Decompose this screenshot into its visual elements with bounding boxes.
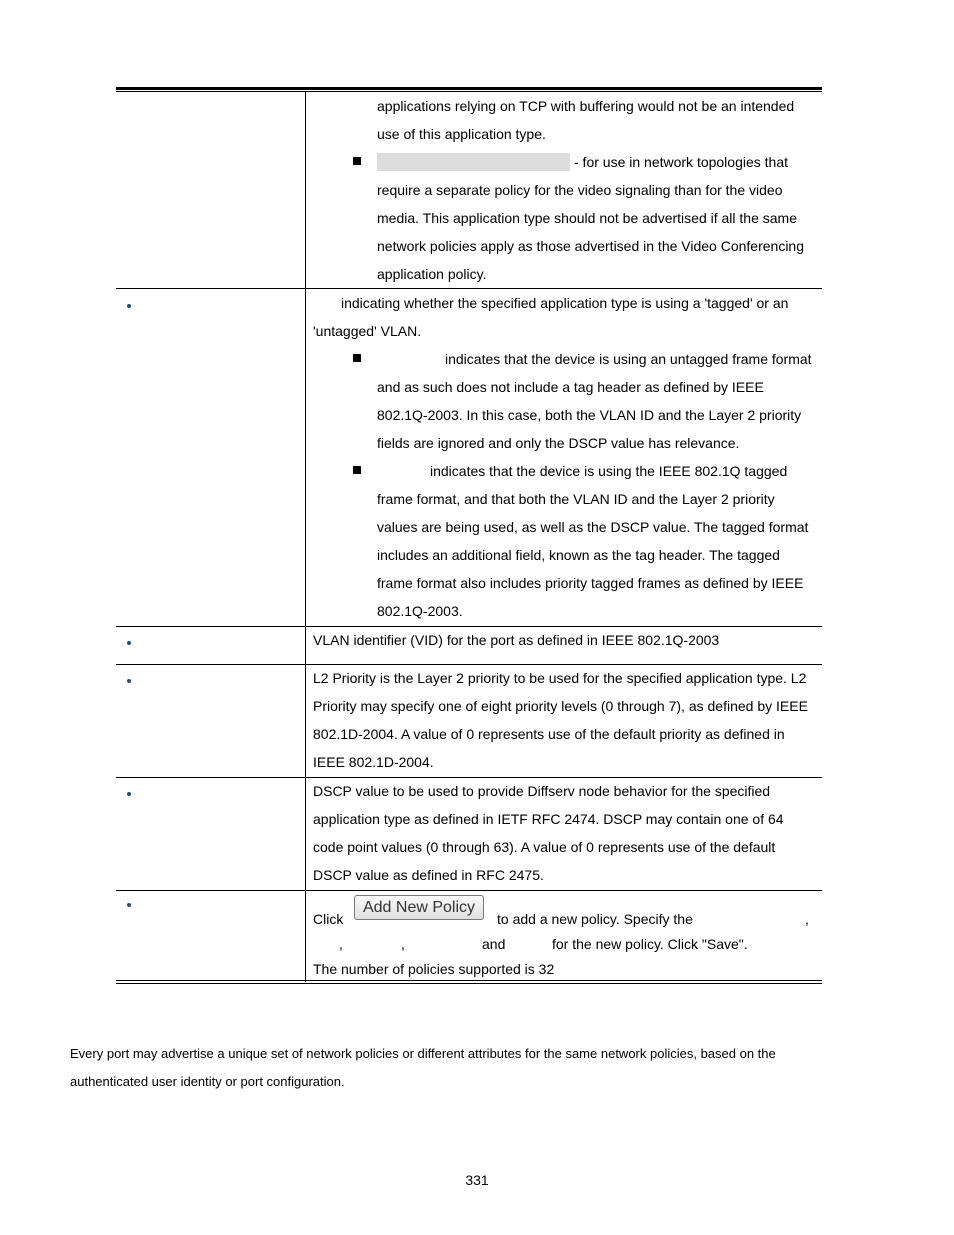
description-line: indicates that the device is using the IEEE 802.1Q tagged [430,463,788,479]
body-paragraph-line: Every port may advertise a unique set of network policies or different attributes for the same network policies, based on the [70,1046,776,1061]
description-line: network policies apply as those advertised in the Video Conferencing [377,238,804,254]
description-line: applications relying on TCP with buffering would not be an intended [377,98,795,114]
description-line: application type as defined in IETF RFC 2474. DSCP may contain one of 64 [313,811,784,827]
add-new-policy-button[interactable]: Add New Policy [354,895,484,920]
description-line: - for use in network topologies that [574,154,789,170]
highlighted-term [377,153,570,171]
description-line: frame format, and that both the VLAN ID and the Layer 2 priority [377,491,775,507]
page-number: 331 [465,1172,489,1188]
description-line: 802.1D-2004. A value of 0 represents use of the default priority as defined in [313,726,785,742]
table-top-rule [116,87,822,90]
bullet-dot-icon [127,641,131,645]
description-line: application policy. [377,266,487,282]
and-text: and [482,936,506,952]
description-line: require a separate policy for the video signaling than for the video [377,182,783,198]
description-line: DSCP value as defined in RFC 2475. [313,867,544,883]
bullet-square-icon [353,466,361,474]
description-line: DSCP value to be used to provide Diffserv node behavior for the specified [313,783,771,799]
bullet-square-icon [353,354,361,362]
description-line: and as such does not include a tag header as defined by IEEE [377,379,764,395]
description-line: L2 Priority is the Layer 2 priority to be used for the specified application type. L2 [313,670,807,686]
row-divider [116,626,822,627]
row-divider [116,777,822,778]
policy-limit-note: The number of policies supported is 32 [313,961,555,977]
body-paragraph-line: authenticated user identity or port configuration. [70,1074,345,1089]
description-line: 802.1Q-2003. [377,603,463,619]
bullet-dot-icon [127,903,131,907]
description-line: Priority may specify one of eight priority levels (0 through 7), as defined by IEEE [313,698,808,714]
row-divider [116,664,822,665]
description-line: indicates that the device is using an untagged frame format [445,351,812,367]
bullet-dot-icon [127,792,131,796]
comma-text: , [805,911,809,927]
description-line: includes an additional field, known as the tag header. The tagged [377,547,780,563]
description-line: fields are ignored and only the DSCP value has relevance. [377,435,740,451]
bullet-dot-icon [127,679,131,683]
row-divider [116,288,822,289]
table-bottom-rule [116,980,822,981]
description-line: code point values (0 through 63). A value of 0 represents use of the default [313,839,776,855]
description-line: to add a new policy. Specify the [497,911,693,927]
bullet-square-icon [353,157,361,165]
description-line: use of this application type. [377,126,546,142]
description-line: media. This application type should not be advertised if all the same [377,210,797,226]
table-top-rule-inner [116,91,822,92]
bullet-dot-icon [127,304,131,308]
row-divider [116,890,822,891]
click-text: Click [313,911,344,927]
description-line: 802.1Q-2003. In this case, both the VLAN ID and the Layer 2 priority [377,407,802,423]
description-line: VLAN identifier (VID) for the port as defined in IEEE 802.1Q-2003 [313,632,720,648]
comma-text: , [401,936,405,952]
description-line: frame format also includes priority tagged frames as defined by IEEE [377,575,804,591]
comma-text: , [339,936,343,952]
description-line: for the new policy. Click "Save". [552,936,748,952]
description-line: values are being used, as well as the DSCP value. The tagged format [377,519,809,535]
column-divider [305,91,306,982]
table-bottom-rule-inner [116,983,822,984]
description-line: 'untagged' VLAN. [313,323,422,339]
description-line: indicating whether the specified application type is using a 'tagged' or an [341,295,789,311]
description-line: IEEE 802.1D-2004. [313,754,434,770]
